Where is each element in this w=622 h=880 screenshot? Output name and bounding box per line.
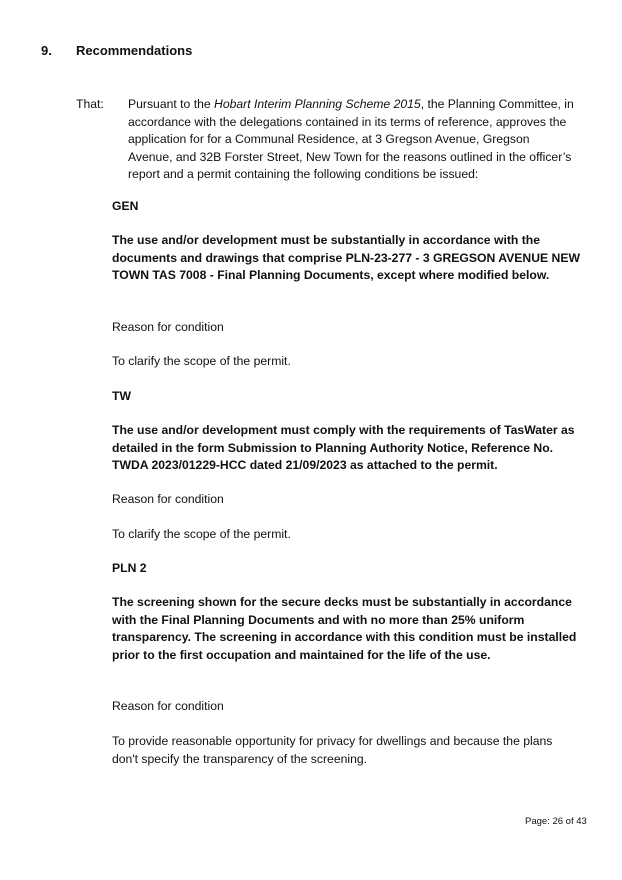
reason-text-tw: To clarify the scope of the permit. bbox=[112, 527, 291, 541]
intro-text-end: , the Planning Committee, in accordance with the delegations contained in its terms of reference, approves the application for for a Communal Residence, at 3 Gregson Avenue, Gregson Avenue, and 32B Forster Street, New Town for the reasons outlined in the officer’s report and a permit containing the following conditions be issued: bbox=[128, 97, 574, 182]
recommendation-lead: That: bbox=[76, 97, 104, 111]
recommendation-intro bbox=[128, 96, 576, 184]
reason-label-gen: Reason for condition bbox=[112, 320, 224, 334]
condition-code-tw: TW bbox=[112, 389, 131, 403]
reason-label-tw: Reason for condition bbox=[112, 492, 224, 506]
condition-code-pln2: PLN 2 bbox=[112, 561, 147, 575]
condition-text-gen: The use and/or development must be substantially in accordance with the documents and drawings that comprise PLN-23-277 - 3 GREGSON AVENUE NEW TOWN TAS 7008 - Final Planning Documents, except where modified below. bbox=[112, 233, 580, 283]
condition-code-gen: GEN bbox=[112, 199, 139, 213]
reason-label-pln2: Reason for condition bbox=[112, 699, 224, 713]
section-number: 9. bbox=[41, 43, 52, 58]
intro-text-start: Pursuant to the bbox=[128, 97, 215, 111]
condition-text-tw: The use and/or development must comply with the requirements of TasWater as detailed in the form Submission to Planning Authority Notice, Reference No. TWDA 2023/01229-HCC dated 21/09/2023 as attached to the permit. bbox=[112, 423, 575, 473]
page-number: Page: 26 of 43 bbox=[525, 816, 587, 827]
scheme-name: Hobart Interim Planning Scheme 2015 bbox=[214, 97, 421, 111]
reason-text-gen: To clarify the scope of the permit. bbox=[112, 354, 291, 368]
section-title: Recommendations bbox=[76, 43, 193, 58]
section-heading bbox=[41, 42, 192, 59]
condition-text-pln2: The screening shown for the secure decks must be substantially in accordance with the Final Planning Documents and with no more than 25% uniform transparency. The screening in accordance with this condition must be installed prior to the first occupation and maintained for the life of the use. bbox=[112, 595, 577, 662]
reason-text-pln2: To provide reasonable opportunity for privacy for dwellings and because the plans don't specify the transparency of the screening. bbox=[112, 734, 553, 766]
